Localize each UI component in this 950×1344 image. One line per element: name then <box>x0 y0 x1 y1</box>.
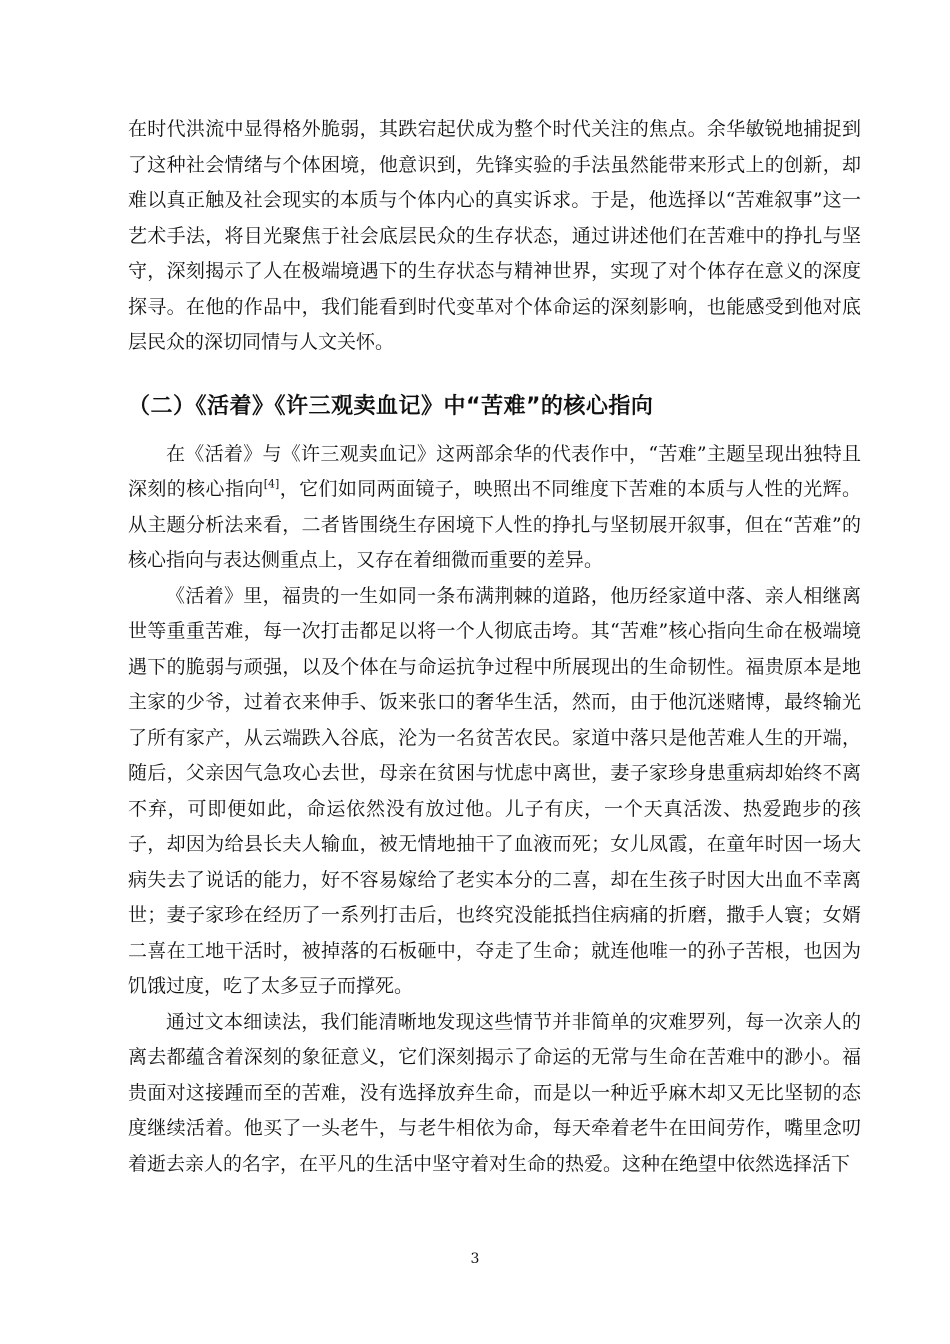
document-body <box>128 112 861 1182</box>
citation-ref-4: [4] <box>263 477 280 491</box>
paragraph-2: 《活着》里，福贵的一生如同一条布满荆棘的道路，他历经家道中落、亲人相继离世等重重苦难，每一次打击都足以将一个人彻底击垮。其“苦难”核心指向生命在极端境遇下的脆弱与顽强，以及个体在与命运抗争过程中所展现出的生命韧性。福贵原本是地主家的少爷，过着衣来伸手、饭来张口的奢华生活，然而，由于他沉迷赌博，最终输光了所有家产，从云端跌入谷底，沦为一名贫苦农民。家道中落只是他苦难人生的开端，随后，父亲因气急攻心去世，母亲在贫困与忧虑中离世，妻子家珍身患重病却始终不离不弃，可即便如此，命运依然没有放过他。儿子有庆，一个天真活泼、热爱跑步的孩子，却因为给县长夫人输血，被无情地抽干了血液而死；女儿凤霞，在童年时因一场大病失去了说话的能力，好不容易嫁给了老实本分的二喜，却在生孩子时因大出血不幸离世；妻子家珍在经历了一系列打击后，也终究没能抵挡住病痛的折磨，撒手人寰；女婿二喜在工地干活时，被掉落的石板砸中，夺走了生命；就连他唯一的孙子苦根，也因为饥饿过度，吃了太多豆子而撑死。 <box>128 584 861 997</box>
paragraph-1-text-a: 在《活着》与《许三观卖血记》这两部余华的代表作中，“苦难”主题呈现出独特且深刻的核心指向 <box>128 442 861 500</box>
intro-paragraph: 在时代洪流中显得格外脆弱，其跌宕起伏成为整个时代关注的焦点。余华敏锐地捕捉到了这种社会情绪与个体困境，他意识到，先锋实验的手法虽然能带来形式上的创新，却难以真正触及社会现实的本质与个体内心的真实诉求。于是，他选择以“苦难叙事”这一艺术手法，将目光聚焦于社会底层民众的生存状态，通过讲述他们在苦难中的挣扎与坚守，深刻揭示了人在极端境遇下的生存状态与精神世界，实现了对个体存在意义的深度探寻。在他的作品中，我们能看到时代变革对个体命运的深刻影响，也能感受到他对底层民众的深切同情与人文关怀。 <box>128 118 861 353</box>
paragraph-1 <box>128 437 861 579</box>
section-heading: （二）《活着》《许三观卖血记》中“苦难”的核心指向 <box>128 393 654 419</box>
paragraph-3: 通过文本细读法，我们能清晰地发现这些情节并非简单的灾难罗列，每一次亲人的离去都蕴含着深刻的象征意义，它们深刻揭示了命运的无常与生命在苦难中的渺小。福贵面对这接踵而至的苦难，没有选择放弃生命，而是以一种近乎麻木却又无比坚韧的态度继续活着。他买了一头老牛，与老牛相依为命，每天牵着老牛在田间劳作，嘴里念叨着逝去亲人的名字，在平凡的生活中坚守着对生命的热爱。这种在绝望中依然选择活下 <box>128 1010 861 1175</box>
paragraph-1-text-b: ，它们如同两面镜子，映照出不同维度下苦难的本质与人性的光辉。从主题分析法来看，二者皆围绕生存困境下人性的挣扎与坚韧展开叙事，但在“苦难”的核心指向与表达侧重点上，又存在着细微而重要的差异。 <box>128 478 861 571</box>
page-number: 3 <box>470 1251 480 1267</box>
